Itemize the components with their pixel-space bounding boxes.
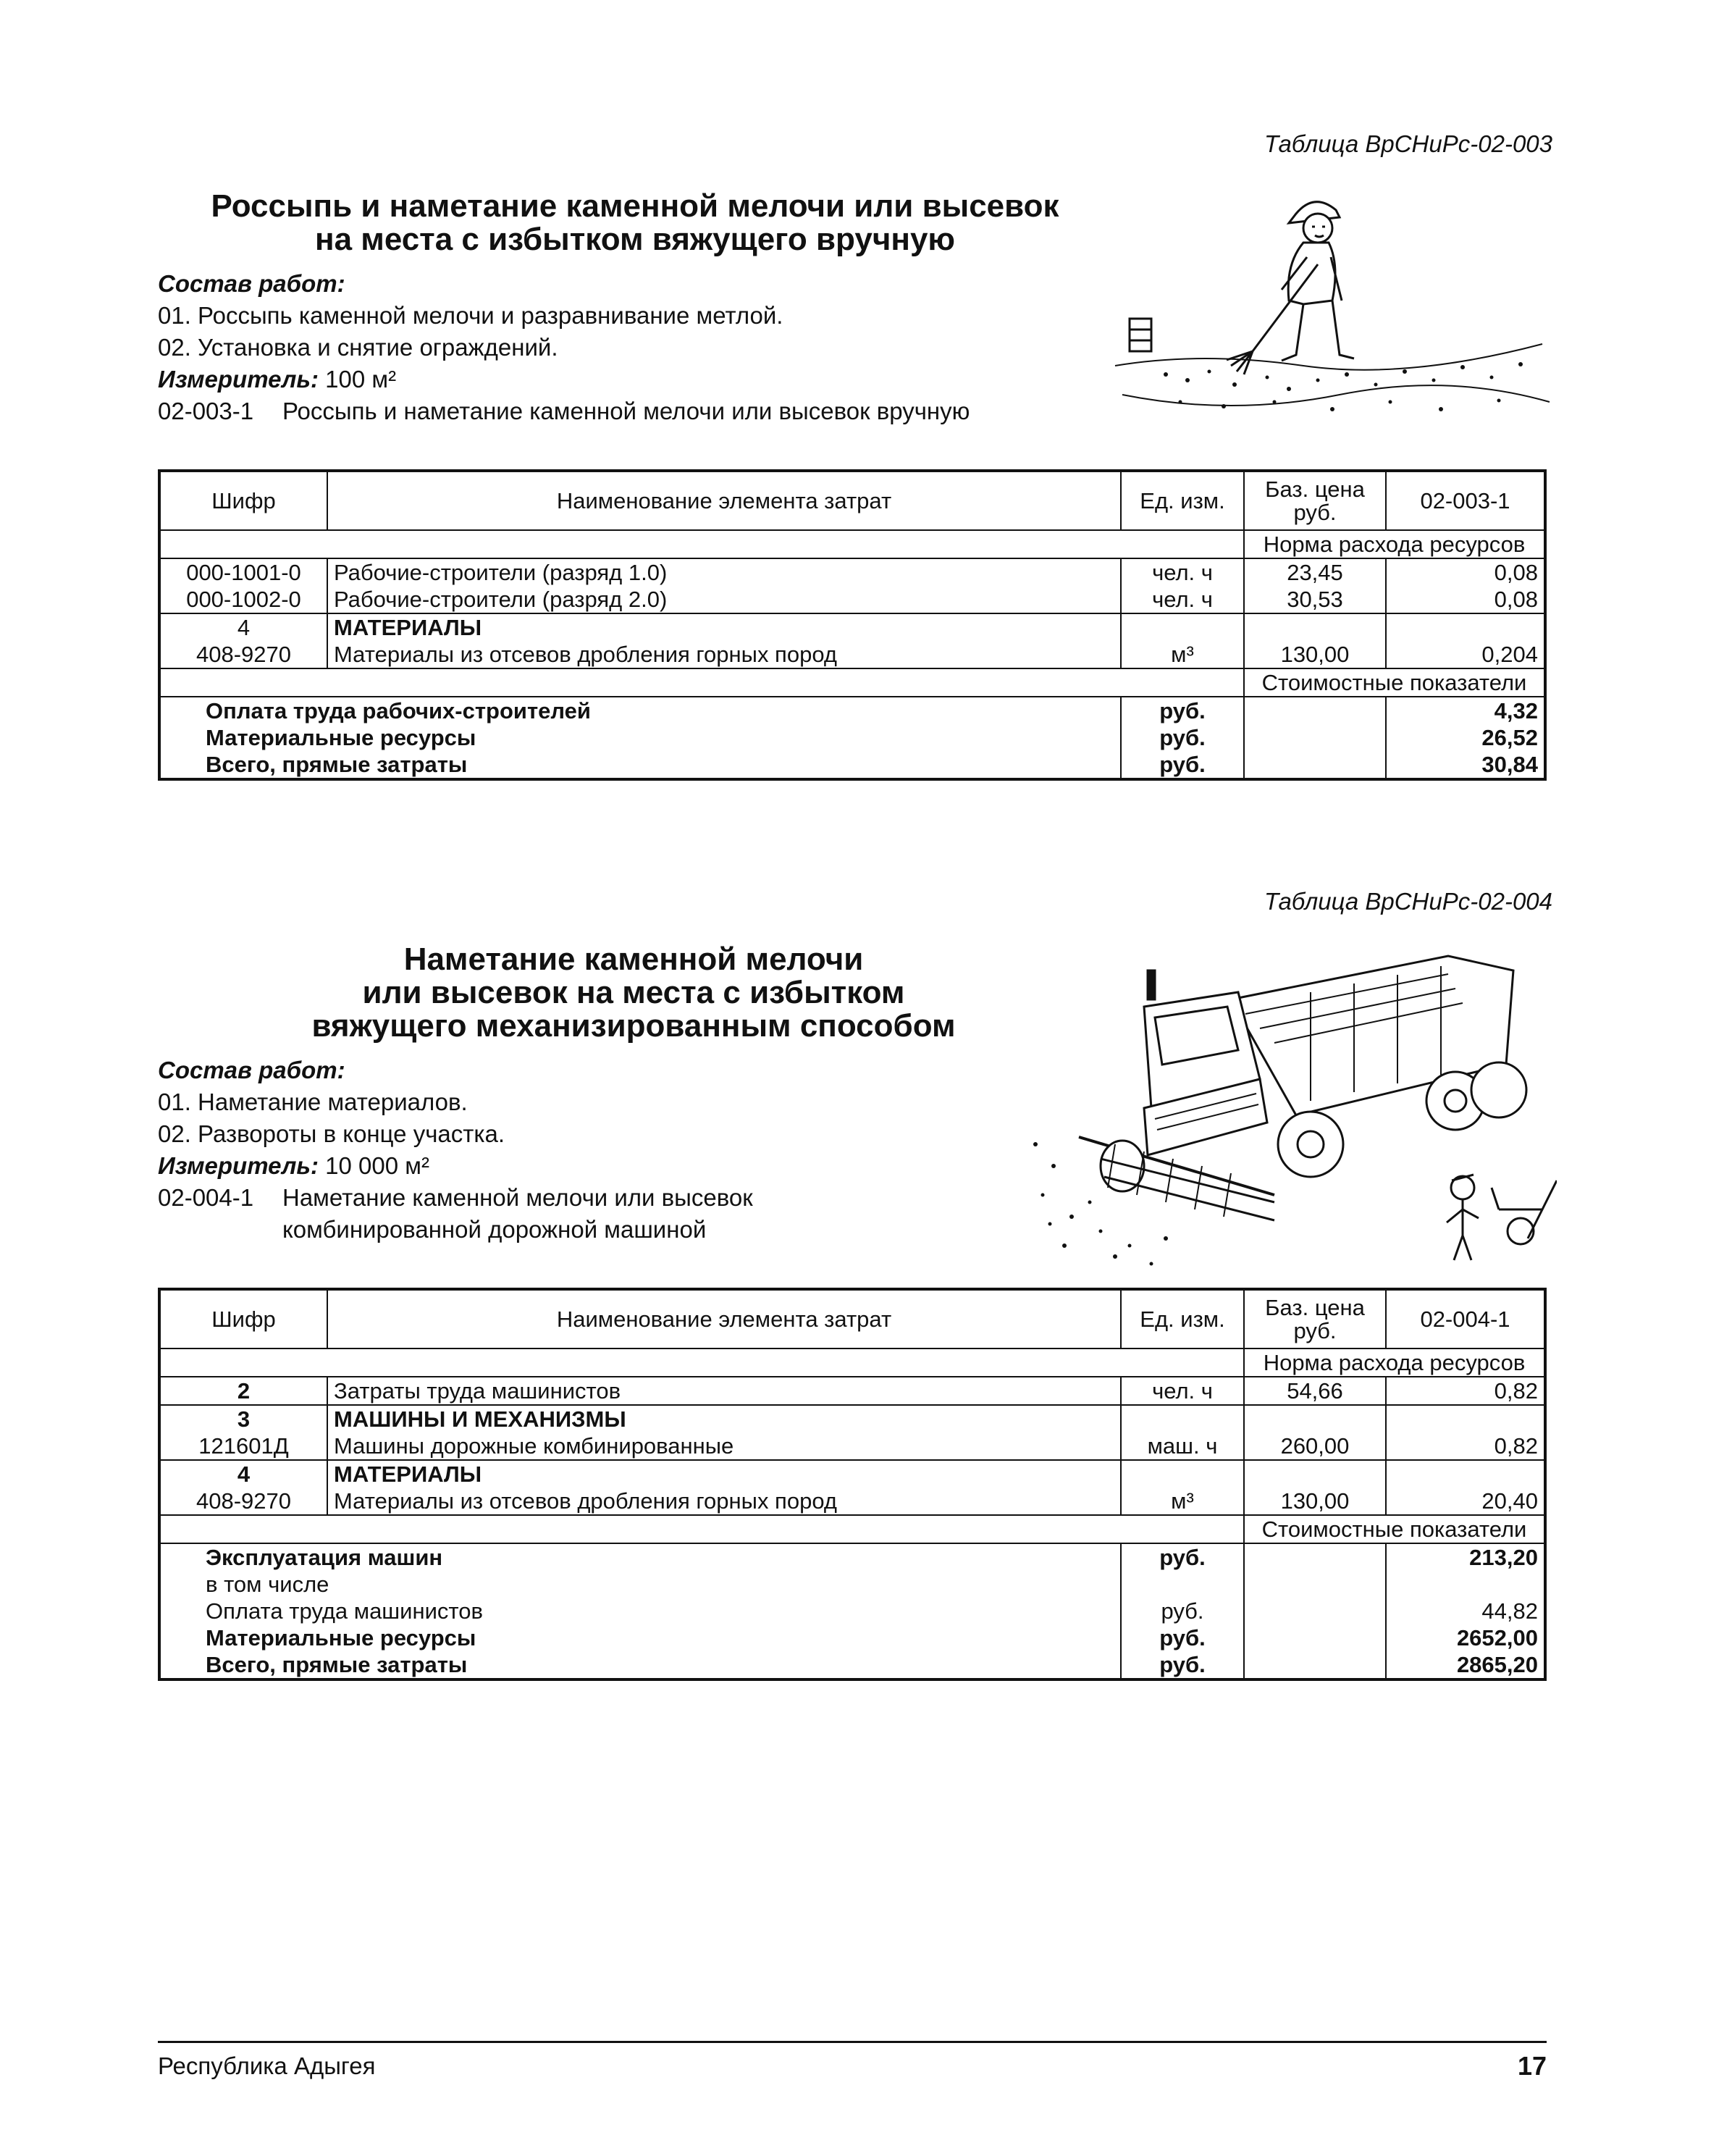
road-machine-illustration [1021, 927, 1557, 1275]
col-header-shifr: Шифр [159, 1289, 327, 1348]
table-row: 408-9270 Материалы из отсевов дробления горных пород м³ 130,00 20,40 [159, 1488, 1545, 1515]
col-header-price: Баз. цена руб. [1244, 471, 1386, 530]
col-header-name: Наименование элемента затрат [327, 471, 1121, 530]
cost-label: Стоимостные показатели [1244, 1515, 1545, 1543]
col-header-price: Баз. цена руб. [1244, 1289, 1386, 1348]
section-title-line: Наметание каменной мелочи [403, 941, 864, 977]
total-row: Оплата труда машинистов руб. 44,82 [159, 1598, 1545, 1624]
work-description-02-003 [158, 268, 970, 427]
norm-label: Норма расхода ресурсов [1244, 530, 1545, 558]
cost-table-02-003 [158, 469, 1547, 781]
item-description: комбинированной дорожной машиной [282, 1216, 707, 1243]
work-step: 02. Развороты в конце участка. [158, 1120, 505, 1147]
footer-divider [158, 2041, 1547, 2043]
work-description-02-004 [158, 1054, 753, 1246]
norm-label: Норма расхода ресурсов [1244, 1348, 1545, 1377]
total-row: Материальные ресурсы руб. 26,52 [159, 724, 1545, 751]
section-title-02-004 [217, 943, 1050, 1043]
worker-sweeping-illustration [1101, 185, 1557, 435]
table-row: 2 Затраты труда машинистов чел. ч 54,66 0,82 [159, 1377, 1545, 1405]
total-row: Материальные ресурсы руб. 2652,00 [159, 1624, 1545, 1651]
total-row: Всего, прямые затраты руб. 2865,20 [159, 1651, 1545, 1679]
cost-table-02-004 [158, 1288, 1547, 1681]
total-row: Оплата труда рабочих-строителей руб. 4,32 [159, 697, 1545, 724]
work-step: 01. Россыпь каменной мелочи и разравнивание метлой. [158, 302, 783, 329]
section-title-line: Россыпь и наметание каменной мелочи или высевок [211, 188, 1059, 224]
table-row: 000-1002-0 Рабочие-строители (разряд 2.0) чел. ч 30,53 0,08 [159, 586, 1545, 613]
page-number: 17 [1517, 2051, 1547, 2081]
table-row: 000-1001-0 Рабочие-строители (разряд 1.0) чел. ч 23,45 0,08 [159, 558, 1545, 586]
table-caption-02-004: Таблица ВрСНиРс-02-004 [1264, 888, 1552, 915]
work-step: 01. Наметание материалов. [158, 1089, 468, 1115]
table-row: 4 МАТЕРИАЛЫ [159, 1460, 1545, 1488]
cost-label: Стоимостные показатели [1244, 668, 1545, 697]
col-header-unit: Ед. изм. [1121, 471, 1244, 530]
col-header-code: 02-003-1 [1386, 471, 1545, 530]
table-row: 4 МАТЕРИАЛЫ [159, 613, 1545, 641]
item-description: Наметание каменной мелочи или высевок [282, 1184, 753, 1211]
section-title-line: на места с избытком вяжущего вручную [315, 222, 955, 257]
col-header-shifr: Шифр [159, 471, 327, 530]
section-title-line: вяжущего механизированным способом [311, 1008, 956, 1044]
col-header-unit: Ед. изм. [1121, 1289, 1244, 1348]
item-description: Россыпь и наметание каменной мелочи или высевок вручную [282, 398, 970, 424]
meter-value: 10 000 м² [325, 1152, 429, 1179]
total-row: Всего, прямые затраты руб. 30,84 [159, 751, 1545, 779]
composition-label: Состав работ: [158, 1057, 345, 1083]
meter-label: Измеритель: [158, 366, 319, 393]
total-row: в том числе [159, 1571, 1545, 1598]
footer-region: Республика Адыгея [158, 2052, 376, 2079]
composition-label: Состав работ: [158, 270, 345, 297]
section-title-line: или высевок на места с избытком [362, 975, 905, 1010]
work-step: 02. Установка и снятие ограждений. [158, 334, 558, 361]
item-code: 02-003-1 [158, 398, 254, 424]
section-title-02-003 [158, 190, 1112, 256]
item-code: 02-004-1 [158, 1184, 254, 1211]
table-row: 121601Д Машины дорожные комбинированные маш. ч 260,00 0,82 [159, 1433, 1545, 1460]
meter-label: Измеритель: [158, 1152, 319, 1179]
col-header-name: Наименование элемента затрат [327, 1289, 1121, 1348]
col-header-code: 02-004-1 [1386, 1289, 1545, 1348]
table-row: 408-9270 Материалы из отсевов дробления горных пород м³ 130,00 0,204 [159, 641, 1545, 668]
table-caption-02-003: Таблица ВрСНиРс-02-003 [1264, 130, 1552, 157]
total-row: Эксплуатация машин руб. 213,20 [159, 1543, 1545, 1571]
table-row: 3 МАШИНЫ И МЕХАНИЗМЫ [159, 1405, 1545, 1433]
meter-value: 100 м² [325, 366, 397, 393]
